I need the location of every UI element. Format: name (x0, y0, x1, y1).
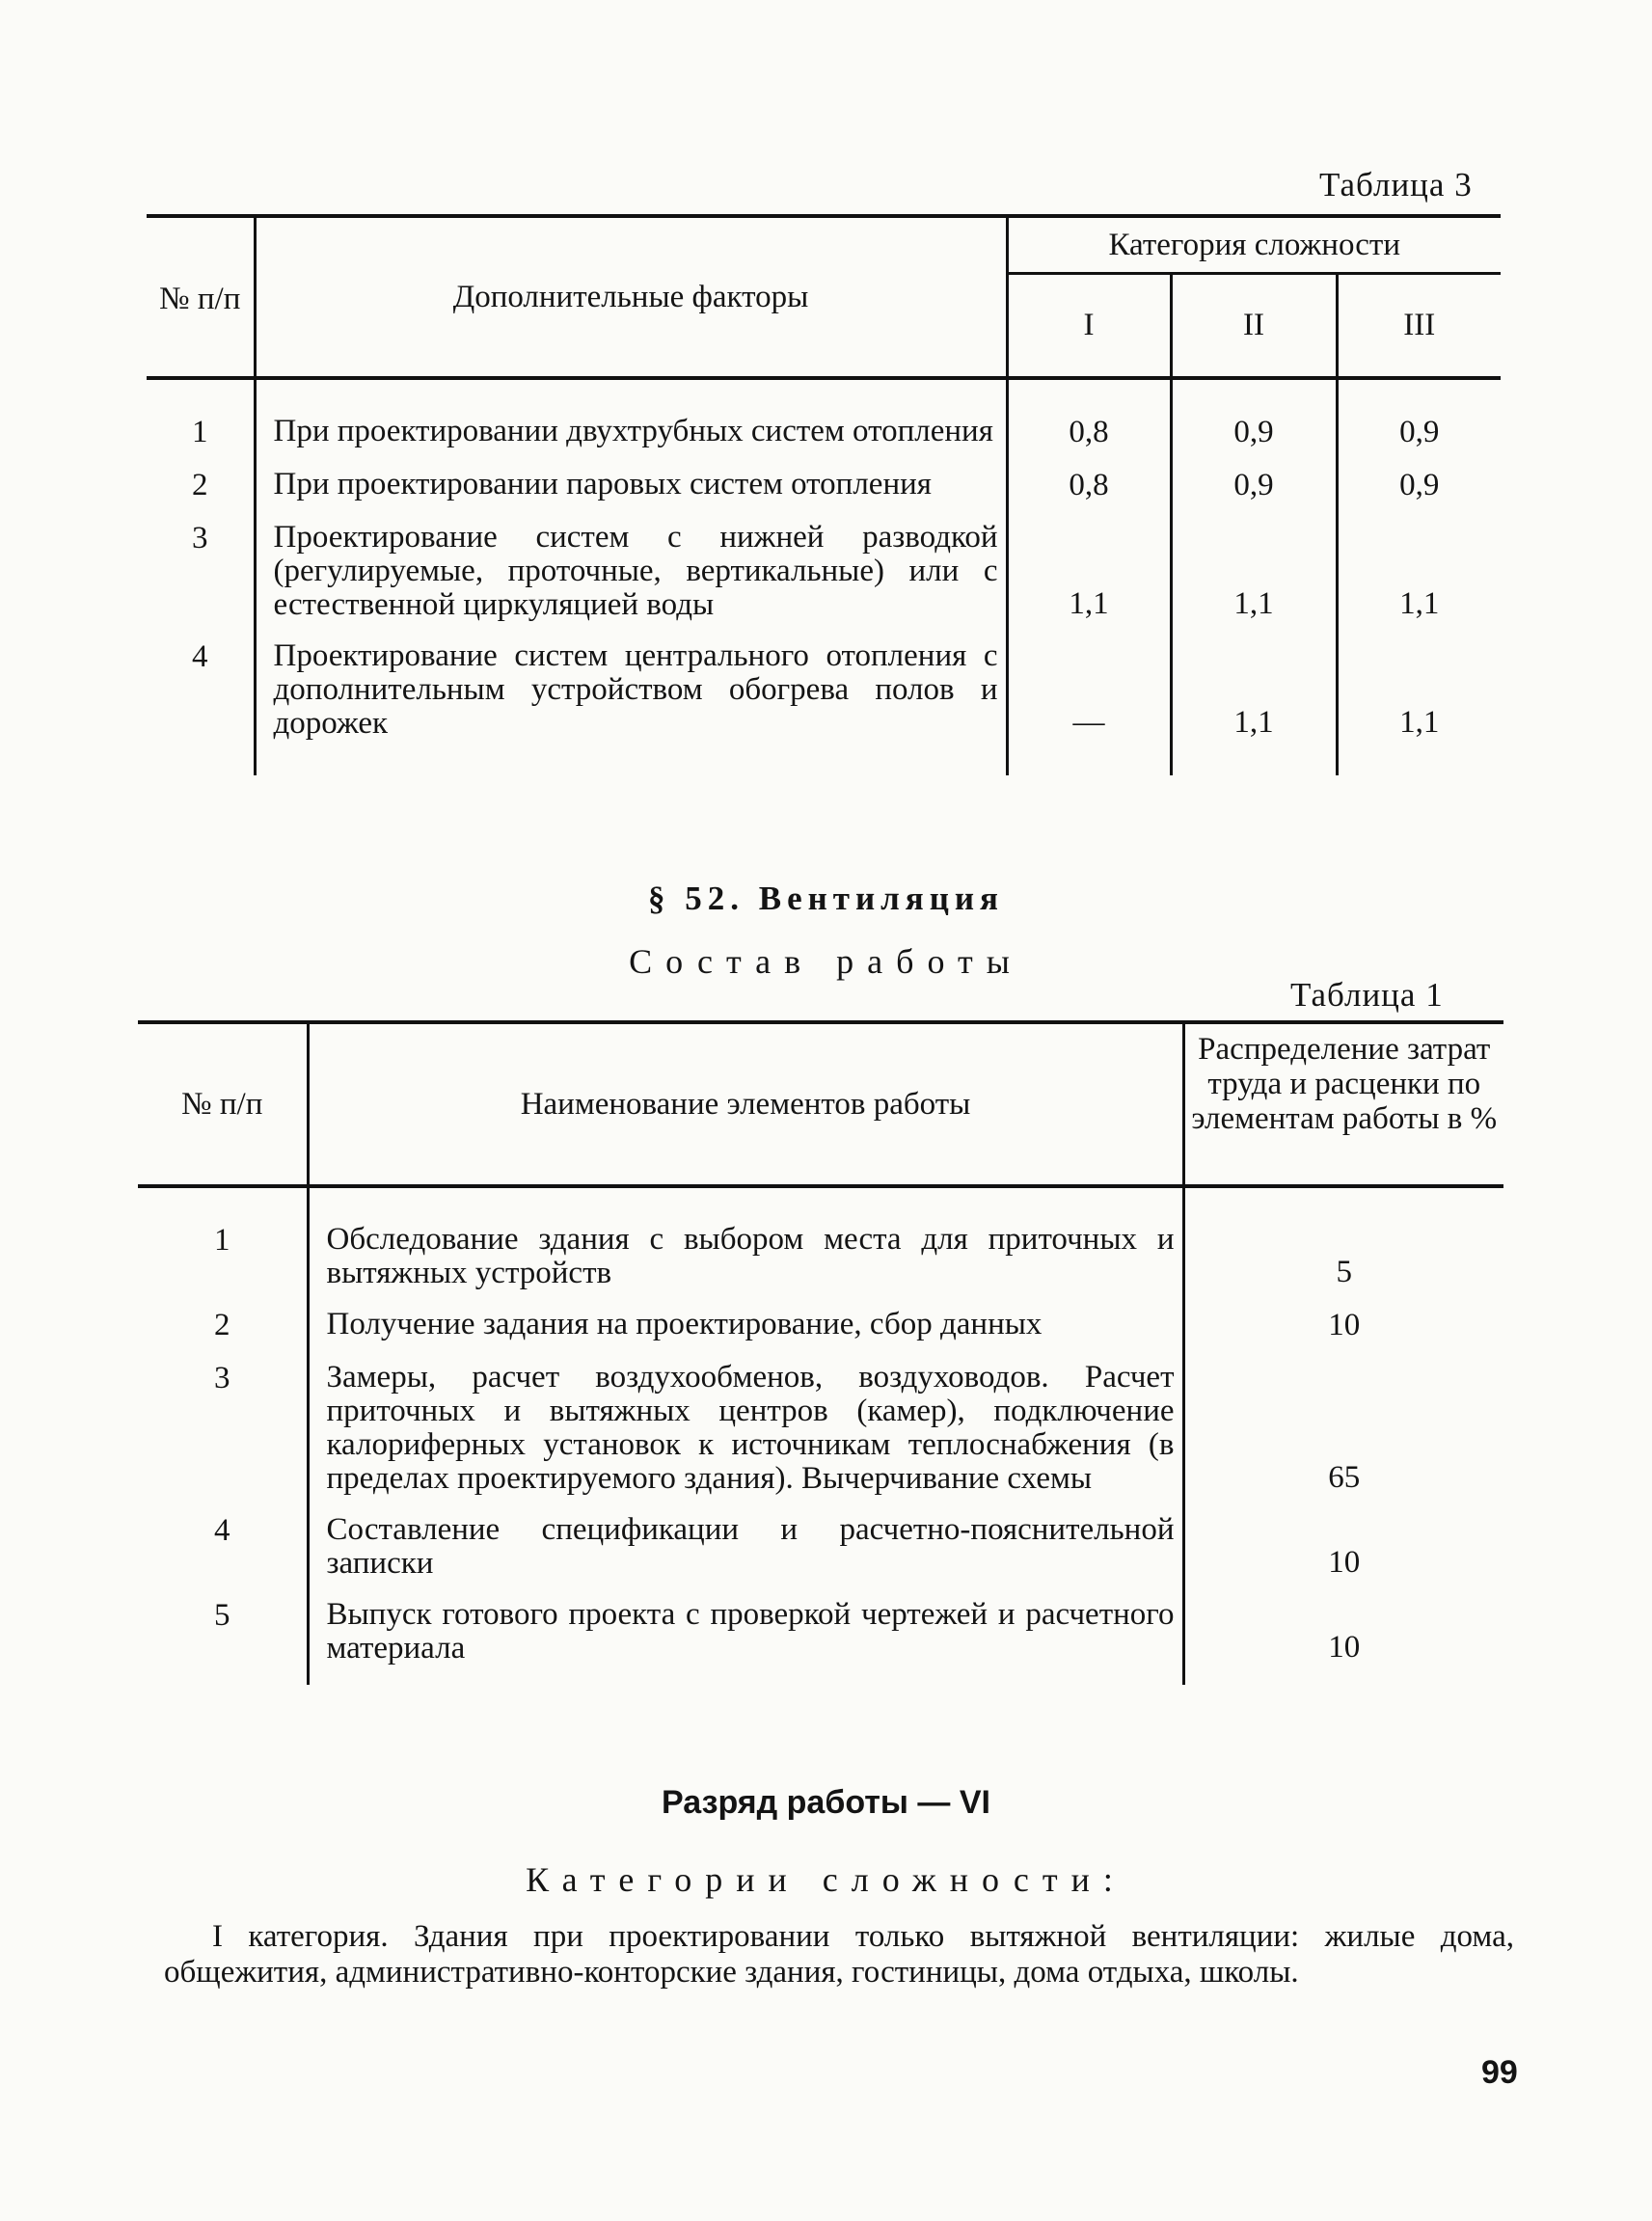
row-text: При проектировании паровых систем отопления (255, 450, 1007, 503)
row-number: 3 (192, 521, 208, 555)
table3-header-factors: Дополнительные факторы (255, 216, 1007, 378)
table1-header-num: № п/п (138, 1022, 308, 1186)
row-number: 1 (192, 415, 208, 449)
row-value: 65 (1183, 1343, 1503, 1496)
row-value: 10 (1183, 1581, 1503, 1685)
table3-caption: Таблица 3 (1319, 166, 1473, 203)
work-grade: Разряд работы — VI (662, 1784, 990, 1821)
row-text: Замеры, расчет воздухообменов, воздуховодов. Расчет приточных и вытяжных центров (камер), подключение калориферных установок к источникам теплоснабжения (в пределах проектируемого здания). Вычерчивание схемы (308, 1343, 1183, 1496)
table3-header-cat-1: I (1007, 274, 1171, 379)
row-number: 1 (214, 1223, 230, 1258)
row-value-cat-3: 0,9 (1337, 378, 1501, 450)
row-value-cat-2: 1,1 (1171, 622, 1337, 775)
section-title: § 52. Вентиляция (648, 880, 1004, 917)
table-row (147, 503, 1501, 622)
row-value-cat-3: 1,1 (1337, 503, 1501, 622)
table-row (138, 1290, 1503, 1343)
table1 (138, 1020, 1503, 1685)
table-row (138, 1496, 1503, 1581)
categories-heading: Категории сложности: (526, 1860, 1126, 1899)
table1-caption: Таблица 1 (1290, 976, 1444, 1014)
row-value-cat-3: 1,1 (1337, 622, 1501, 775)
row-value-cat-2: 0,9 (1171, 378, 1337, 450)
row-number: 4 (214, 1513, 230, 1548)
table-row (138, 1581, 1503, 1685)
row-value-cat-1: 1,1 (1007, 503, 1171, 622)
row-number: 2 (192, 468, 208, 502)
row-text: При проектировании двухтрубных систем отопления (255, 378, 1007, 450)
page-number: 99 (1481, 2054, 1518, 2091)
row-value-cat-1: — (1007, 622, 1171, 775)
category-1-text: I категория. Здания при проектировании только вытяжной вентиляции: жилые дома, общежития, административно-конторские здания, гостиницы, дома отдыха, школы. (164, 1919, 1514, 1990)
table1-header-distribution: Распределение затрат труда и расценки по элементам работы в % (1183, 1022, 1503, 1186)
row-value: 5 (1183, 1186, 1503, 1290)
row-text: Проектирование систем с нижней разводкой (регулируемые, проточные, вертикальные) или с естественной циркуляцией воды (255, 503, 1007, 622)
row-number: 4 (192, 639, 208, 674)
row-value-cat-2: 1,1 (1171, 503, 1337, 622)
table3-header-cat-3: III (1337, 274, 1501, 379)
table-row (138, 1343, 1503, 1496)
row-text: Получение задания на проектирование, сбор данных (308, 1290, 1183, 1343)
section-subtitle: Состав работы (629, 942, 1023, 981)
row-number: 5 (214, 1598, 230, 1633)
row-number: 2 (214, 1308, 230, 1342)
table1-header-name: Наименование элементов работы (308, 1022, 1183, 1186)
row-value: 10 (1183, 1496, 1503, 1581)
table-row (147, 622, 1501, 775)
row-text: Составление спецификации и расчетно-пояснительной записки (308, 1496, 1183, 1581)
row-text: Обследование здания с выбором места для приточных и вытяжных устройств (308, 1186, 1183, 1290)
row-value: 10 (1183, 1290, 1503, 1343)
row-text: Выпуск готового проекта с проверкой чертежей и расчетного материала (308, 1581, 1183, 1685)
table-row (138, 1186, 1503, 1290)
row-number: 3 (214, 1361, 230, 1395)
row-value-cat-2: 0,9 (1171, 450, 1337, 503)
row-value-cat-1: 0,8 (1007, 378, 1171, 450)
table3-header-num: № п/п (147, 216, 255, 378)
table-row (147, 378, 1501, 450)
table3 (147, 214, 1501, 775)
table3-header-cat-2: II (1171, 274, 1337, 379)
row-value-cat-3: 0,9 (1337, 450, 1501, 503)
row-value-cat-1: 0,8 (1007, 450, 1171, 503)
row-text: Проектирование систем центрального отопления с дополнительным устройством обогрева полов и дорожек (255, 622, 1007, 775)
table-row (147, 450, 1501, 503)
table3-header-category: Категория сложности (1007, 216, 1501, 274)
